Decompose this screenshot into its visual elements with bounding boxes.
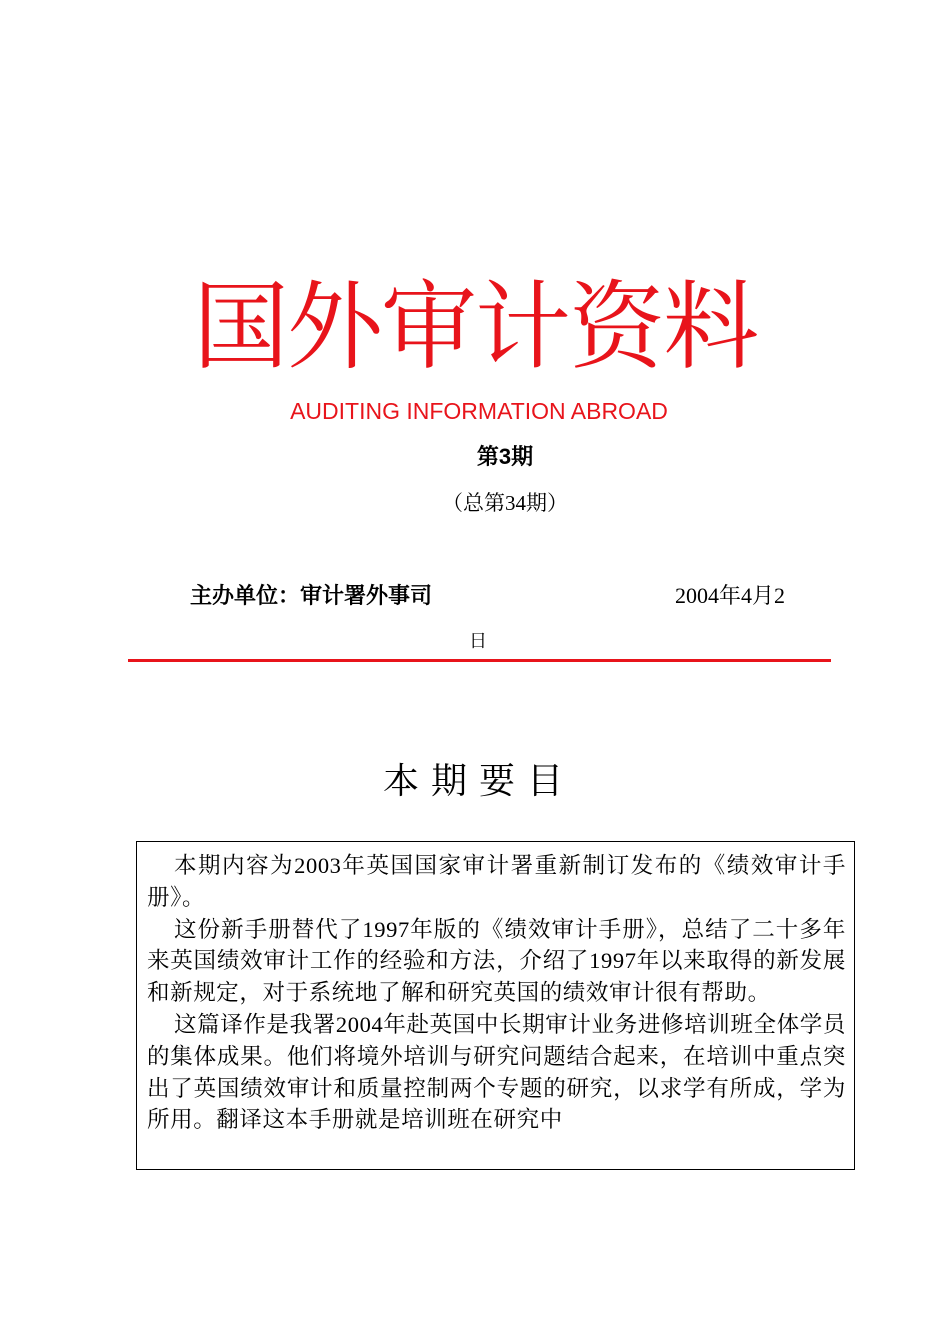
publication-date: 2004年4月2 [675,583,786,608]
summary-paragraph: 本期内容为2003年英国国家审计署重新制订发布的《绩效审计手册》。 [147,853,846,910]
summary-box [136,841,855,1170]
header-divider [128,659,831,662]
organizer-label: 主办单位：审计署外事司 [190,583,433,608]
summary-paragraph: 这份新手册替代了1997年版的《绩效审计手册》，总结了二十多年来英国绩效审计工作的经验和方法，介绍了1997年以来取得的新发展和新规定，对于系统地了解和研究英国的绩效审计很有帮助。 [147,916,846,1006]
publication-date-continued: 日 [469,631,487,651]
issue-number: 第3期 [476,444,534,469]
publication-title: 国外审计资料 [193,271,757,383]
summary-paragraph: 这篇译作是我署2004年赴英国中长期审计业务进修培训班全体学员的集体成果。他们将境外培训与研究问题结合起来，在培训中重点突出了英国绩效审计和质量控制两个专题的研究，以求学有所成，学为所用。翻译这本手册就是培训班在研究中 [147,1011,846,1133]
contents-heading: 本期要目 [382,760,575,801]
publication-title-english: AUDITING INFORMATION ABROAD [290,398,668,424]
total-issue-number: （总第34期） [442,491,568,515]
